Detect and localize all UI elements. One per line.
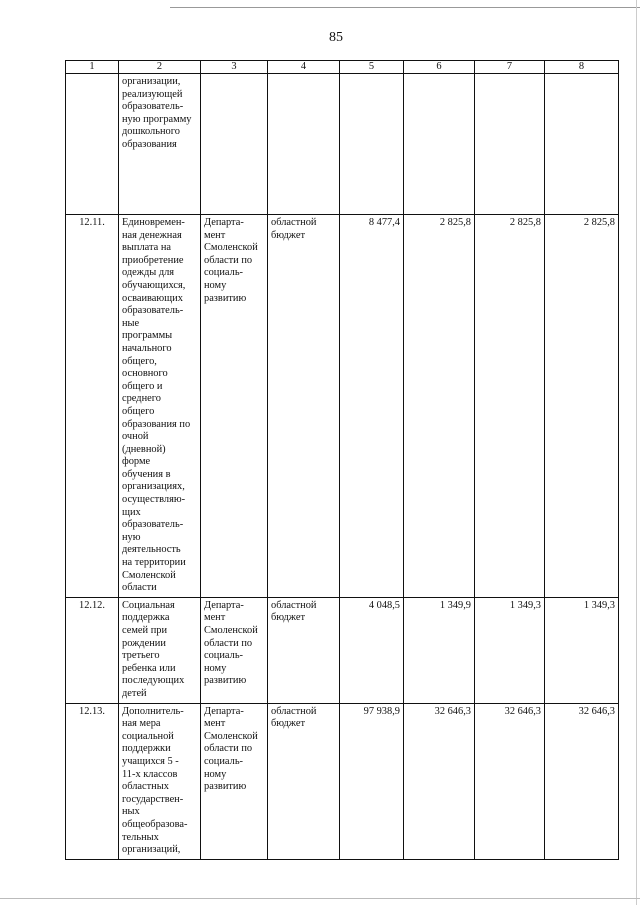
cell-line: (дневной) xyxy=(122,443,166,455)
cell-line: образователь- xyxy=(122,305,184,317)
column-header: 6 xyxy=(404,61,475,74)
cell-line: социальной xyxy=(122,730,174,742)
column-header: 1 xyxy=(66,61,119,74)
cell-line: образования по xyxy=(122,418,191,430)
measure-description-cell xyxy=(119,215,201,598)
cell-line: Смоленской xyxy=(204,242,258,254)
table-row xyxy=(66,597,619,703)
amount-cell: 2 825,8 xyxy=(545,215,619,598)
page-number: 85 xyxy=(329,30,343,45)
cell-line: третьего xyxy=(122,650,160,662)
cell-line: организациях, xyxy=(122,481,185,493)
amount-cell: 1 349,9 xyxy=(404,597,475,703)
cell-line: выплата на xyxy=(122,242,172,254)
cell-line: Социальная xyxy=(122,599,175,611)
cell-line: поддержки xyxy=(122,743,171,755)
top-scan-line xyxy=(170,7,640,8)
cell-line: областной xyxy=(271,705,317,717)
cell-line: дошкольного xyxy=(122,126,180,138)
cell-line: последующих xyxy=(122,675,185,687)
measure-description-cell xyxy=(119,703,201,859)
bottom-scan-line xyxy=(0,898,640,899)
cell-line: ному xyxy=(204,279,227,291)
cell-line: осваивающих xyxy=(122,292,183,304)
cell-line: ребенка или xyxy=(122,662,176,674)
cell-line: поддержка xyxy=(122,612,170,624)
amount-cell: 2 825,8 xyxy=(404,215,475,598)
amount-cell: 2 825,8 xyxy=(475,215,545,598)
amount-cell: 8 477,4 xyxy=(340,215,404,598)
cell-line: Департа- xyxy=(204,705,244,717)
executor-cell xyxy=(201,215,268,598)
cell-line: учащихся 5 - xyxy=(122,755,179,767)
cell-line: области по xyxy=(204,637,253,649)
right-scan-line xyxy=(636,0,637,905)
measure-description-cell xyxy=(119,74,201,215)
cell-line: организаций, xyxy=(122,844,181,856)
cell-line: областной xyxy=(271,217,317,228)
cell-line: развитию xyxy=(204,675,247,687)
cell-line: рождении xyxy=(122,637,166,649)
column-header: 3 xyxy=(201,61,268,74)
cell-line: Департа- xyxy=(204,217,244,228)
cell-line: социаль- xyxy=(204,267,244,279)
cell-line: начального xyxy=(122,342,172,354)
cell-line: общего и xyxy=(122,380,163,392)
cell-line: основного xyxy=(122,368,168,380)
cell-line: реализующей xyxy=(122,88,183,100)
cell-line: Дополнитель- xyxy=(122,705,184,717)
cell-line: области по xyxy=(204,743,253,755)
row-number-cell: 12.11. xyxy=(66,215,119,598)
amount-cell xyxy=(404,74,475,215)
cell-line: бюджет xyxy=(271,229,306,241)
cell-line: развитию xyxy=(204,781,247,793)
cell-line: общего xyxy=(122,405,155,417)
cell-line: на территории xyxy=(122,557,186,569)
cell-line: ная денежная xyxy=(122,229,182,241)
cell-line: среднего xyxy=(122,393,161,405)
amount-cell: 32 646,3 xyxy=(475,703,545,859)
amount-cell xyxy=(475,74,545,215)
executor-cell xyxy=(201,703,268,859)
cell-line: государствен- xyxy=(122,793,184,805)
cell-line: ному xyxy=(204,768,227,780)
amount-cell: 32 646,3 xyxy=(404,703,475,859)
cell-line: мент xyxy=(204,229,226,241)
cell-line: обучающихся, xyxy=(122,279,186,291)
cell-line: ных xyxy=(122,806,140,818)
column-header: 2 xyxy=(119,61,201,74)
amount-cell: 32 646,3 xyxy=(545,703,619,859)
cell-line: мент xyxy=(204,612,226,624)
cell-line: семей при xyxy=(122,625,168,636)
cell-line: щих xyxy=(122,506,141,518)
amount-cell xyxy=(340,74,404,215)
table-body xyxy=(66,74,619,860)
cell-line: Смоленской xyxy=(122,569,176,581)
funding-source-cell xyxy=(268,597,340,703)
cell-line: образования xyxy=(122,138,177,150)
funding-source-cell xyxy=(268,215,340,598)
row-number-cell: 12.12. xyxy=(66,597,119,703)
amount-cell xyxy=(545,74,619,215)
amount-cell: 1 349,3 xyxy=(545,597,619,703)
cell-line: 11-х классов xyxy=(122,768,178,780)
cell-line: ная мера xyxy=(122,718,161,730)
cell-line: ные xyxy=(122,317,140,329)
column-header: 5 xyxy=(340,61,404,74)
cell-line: образователь- xyxy=(122,519,184,531)
cell-line: мент xyxy=(204,718,226,730)
cell-line: общеобразова- xyxy=(122,818,188,830)
row-number-cell: 12.13. xyxy=(66,703,119,859)
cell-line: тельных xyxy=(122,831,159,843)
cell-line: областных xyxy=(122,781,169,793)
cell-line: области по xyxy=(204,254,253,266)
column-header: 4 xyxy=(268,61,340,74)
amount-cell: 97 938,9 xyxy=(340,703,404,859)
table-row xyxy=(66,703,619,859)
funding-source-cell xyxy=(268,703,340,859)
cell-line: Смоленской xyxy=(204,625,258,636)
column-number-row xyxy=(66,61,619,74)
amount-cell: 4 048,5 xyxy=(340,597,404,703)
cell-line: развитию xyxy=(204,292,247,304)
measure-description-cell xyxy=(119,597,201,703)
cell-line: деятельность xyxy=(122,544,181,556)
cell-line: социаль- xyxy=(204,650,244,662)
executor-cell xyxy=(201,74,268,215)
funding-source-cell xyxy=(268,74,340,215)
executor-cell xyxy=(201,597,268,703)
cell-line: очной xyxy=(122,431,149,443)
cell-line: программы xyxy=(122,330,173,342)
cell-line: социаль- xyxy=(204,755,244,767)
column-header: 7 xyxy=(475,61,545,74)
cell-line: Смоленской xyxy=(204,730,258,742)
cell-line: приобретение xyxy=(122,254,184,266)
cell-line: организации, xyxy=(122,76,181,87)
cell-line: обучения в xyxy=(122,468,171,480)
cell-line: одежды для xyxy=(122,267,175,279)
table-row xyxy=(66,74,619,215)
cell-line: Департа- xyxy=(204,599,244,611)
program-measures-table xyxy=(65,60,619,860)
amount-cell: 1 349,3 xyxy=(475,597,545,703)
cell-line: бюджет xyxy=(271,718,306,730)
cell-line: областной xyxy=(271,599,317,611)
column-header: 8 xyxy=(545,61,619,74)
cell-line: общего, xyxy=(122,355,157,367)
cell-line: ному xyxy=(204,662,227,674)
cell-line: ную xyxy=(122,531,141,543)
row-number-cell xyxy=(66,74,119,215)
cell-line: ную программу xyxy=(122,113,192,125)
cell-line: Единовремен- xyxy=(122,217,185,228)
cell-line: детей xyxy=(122,687,147,699)
cell-line: форме xyxy=(122,456,151,468)
cell-line: осуществляю- xyxy=(122,494,186,506)
cell-line: области xyxy=(122,582,157,594)
cell-line: бюджет xyxy=(271,612,306,624)
cell-line: образователь- xyxy=(122,101,184,113)
table-row xyxy=(66,215,619,598)
